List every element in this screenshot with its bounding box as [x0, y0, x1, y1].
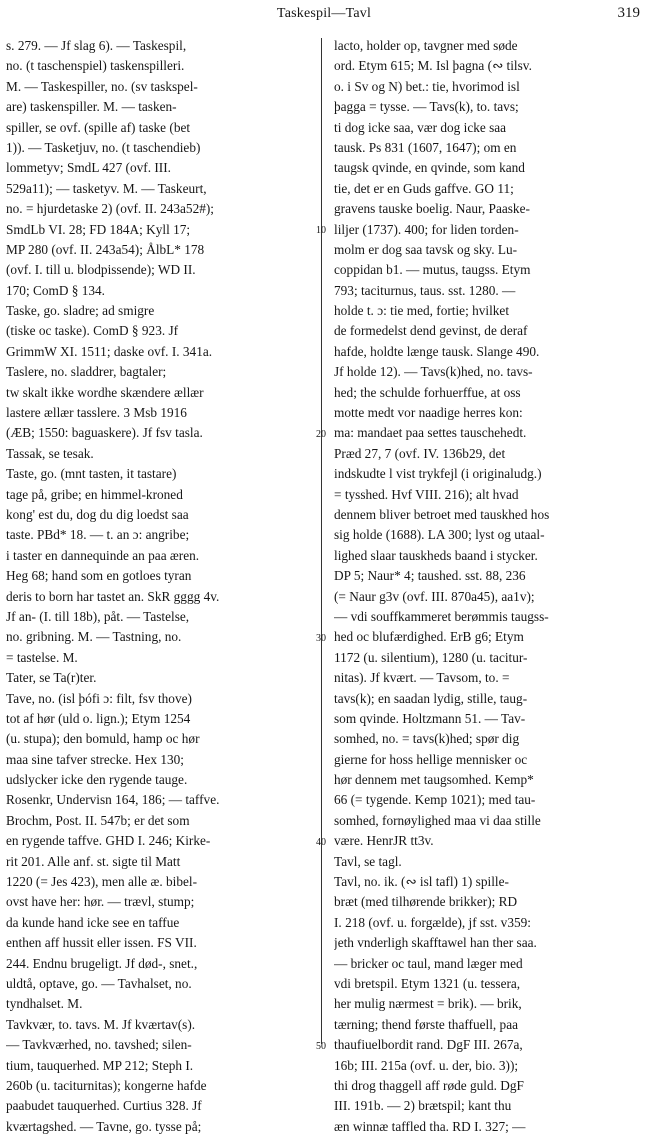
text-line: tærning; thend første thaffuell, paa	[334, 1016, 519, 1032]
text-line: Brochm, Post. II. 547b; er det som	[6, 812, 190, 828]
text-line: Tater, se Ta(r)ter.	[6, 670, 97, 686]
text-line: gravens tauske boelig. Naur, Paaske-	[334, 201, 530, 217]
text-line: tium, tauquerhed. MP 212; Steph I.	[6, 1057, 194, 1073]
text-line: en rygende taffve. GHD I. 246; Kirke-	[6, 833, 211, 849]
text-line: vdi bretspil. Etym 1321 (u. tessera,	[334, 975, 521, 991]
text-line: thi drog thaggell aff røde guld. DgF	[334, 1077, 524, 1093]
text-line: Præd 27, 7 (ovf. IV. 136b29, det	[334, 445, 506, 461]
text-line: Taske, go. sladre; ad smigre	[6, 303, 155, 319]
text-line: lacto, holder op, tavgner med søde	[334, 38, 518, 53]
text-line: 529a11); — tasketyv. M. — Taskeurt,	[6, 180, 207, 196]
text-line: (ÆB; 1550: baguaskere). Jf fsv tasla.	[6, 425, 203, 441]
text-line: (u. stupa); den bomuld, hamp oc hør	[6, 731, 200, 747]
text-line: hed; the schulde forhuerffue, at oss	[334, 384, 521, 400]
text-line: I. 218 (ovf. u. forgælde), jf sst. v359:	[334, 914, 531, 930]
text-line: hed oc blufærdighed. ErB g6; Etym	[334, 629, 524, 645]
text-line: spiller, se ovf. (spille af) taske (bet	[6, 119, 191, 135]
text-line: Jf an- (I. till 18b), påt. — Tastelse,	[6, 608, 190, 624]
text-line: være. HenrJR tt3v.	[334, 833, 434, 849]
text-line: dennem bliver betroet med tauskhed hos	[334, 506, 550, 522]
text-line: hør dennem met taugsomhed. Kemp*	[334, 772, 534, 788]
text-line: 1172 (u. silentium), 1280 (u. tacitur-	[334, 649, 528, 665]
page-header	[0, 0, 648, 34]
text-line: tot af hør (uld o. lign.); Etym 1254	[6, 710, 191, 726]
text-line: no. gribning. M. — Tastning, no.	[6, 629, 182, 645]
text-line: taugsk qvinde, en qvinde, som kand	[334, 160, 525, 176]
text-line: bræt (med tilhørende brikker); RD	[334, 894, 518, 910]
text-line: DP 5; Naur* 4; taushed. sst. 88, 236	[334, 568, 526, 584]
text-line: = tastelse. M.	[6, 649, 78, 665]
text-line: Tavl, no. ik. (∾ isl tafl) 1) spille-	[334, 874, 509, 890]
text-line: liljer (1737). 400; for liden torden-	[334, 221, 519, 237]
text-line: 1)). — Tasketjuv, no. (t taschendieb)	[6, 139, 201, 155]
text-line: M. — Taskespiller, no. (sv taskspel-	[6, 78, 198, 94]
text-line: SmdLb VI. 28; FD 184A; Kyll 17;	[6, 221, 191, 237]
text-line: de formedelst dend gevinst, de deraf	[334, 323, 528, 339]
text-line: Rosenkr, Undervisn 164, 186; — taffve.	[6, 792, 220, 808]
text-line: 16b; III. 215a (ovf. u. der, bio. 3));	[334, 1057, 519, 1073]
text-line: her mulig nærmest = brik). — brik,	[334, 996, 522, 1012]
text-line: i taster en dannequinde an paa æren.	[6, 547, 200, 563]
text-line: Taslere, no. sladdrer, bagtaler;	[6, 364, 167, 380]
text-line: maa sine tafver strecke. Hex 130;	[6, 751, 184, 767]
text-line: Tassak, se tesak.	[6, 445, 94, 461]
text-line: (ovf. I. till u. blodpissende); WD II.	[6, 262, 196, 278]
text-line: molm er dog saa tavsk og sky. Lu-	[334, 241, 518, 257]
text-line: tyndhalset. M.	[6, 996, 83, 1012]
text-line: sig holde (1688). LA 300; lyst og utaal-	[334, 527, 545, 543]
line-number: 20	[316, 428, 326, 440]
text-line: holde t. ɔ: tie med, fortie; hvilket	[334, 303, 510, 319]
right-column	[334, 36, 640, 1137]
text-line: udslycker icke den rygende tauge.	[6, 772, 188, 788]
text-line: 170; ComD § 134.	[6, 282, 105, 298]
text-line: rit 201. Alle anf. st. sigte til Matt	[6, 853, 181, 869]
text-line: æn winnæ taffled tha. RD I. 327; —	[334, 1118, 526, 1134]
text-line: Tavkvær, to. tavs. M. Jf kværtav(s).	[6, 1016, 196, 1032]
text-line: motte medt vor naadige herres kon:	[334, 405, 523, 421]
column-divider	[321, 38, 322, 1044]
text-line: tw skalt ikke wordhe skændere ællær	[6, 384, 204, 400]
text-line: — Tavkværhed, no. tavshed; silen-	[6, 1037, 192, 1053]
text-line: tavs(k); en saadan lydig, stille, taug-	[334, 690, 528, 706]
text-line: 244. Endnu brugeligt. Jf død-, snet.,	[6, 955, 198, 971]
line-number: 50	[316, 1040, 326, 1052]
text-line: ord. Etym 615; M. Isl þagna (∾ tilsv.	[334, 58, 532, 74]
text-line: somhed, fornøylighed maa vi daa stille	[334, 812, 541, 828]
text-line: somhed, no. = tavs(k)hed; spør dig	[334, 731, 520, 747]
text-line: lastere ællær tasslere. 3 Msb 1916	[6, 405, 187, 421]
text-line: MP 280 (ovf. II. 243a54); ÅlbL* 178	[6, 241, 205, 257]
text-line: thaufiuelbordit rand. DgF III. 267a,	[334, 1037, 523, 1053]
text-line: ovst have her: hør. — trævl, stump;	[6, 894, 195, 910]
text-line: s. 279. — Jf slag 6). — Taskespil,	[6, 38, 187, 53]
text-line: — bricker oc taul, mand læger med	[334, 955, 523, 971]
text-line: — vdi souffkammeret berømmis taugss-	[334, 608, 549, 624]
page-number: 319	[617, 5, 640, 21]
text-line: III. 191b. — 2) brætspil; kant thu	[334, 1098, 512, 1114]
text-line: lighed slaar tauskheds baand i stycker.	[334, 547, 538, 563]
running-head: Taskespil—Tavl	[276, 6, 372, 21]
text-line: 260b (u. taciturnitas); kongerne hafde	[6, 1077, 207, 1093]
text-line: Tavl, se tagl.	[334, 853, 402, 869]
text-line: som qvinde. Holtzmann 51. — Tav-	[334, 710, 526, 726]
line-number: 40	[316, 836, 326, 848]
text-line: coppidan b1. — mutus, taugss. Etym	[334, 262, 531, 278]
text-line: deris to born har tastet an. SkR gggg 4v.	[6, 588, 220, 604]
text-line: gierne for hoss hellige mennisker oc	[334, 751, 528, 767]
text-line: paabudet tauquerhed. Curtius 328. Jf	[6, 1098, 202, 1114]
text-line: indskudte l vist trykfejl (i originaludg.)	[334, 466, 542, 482]
text-line: (= Naur g3v (ovf. III. 870a45), aa1v);	[334, 588, 535, 604]
text-line: da kunde hand icke see en taffue	[6, 914, 180, 930]
text-line: kværtagshed. — Tavne, go. tysse på;	[6, 1118, 202, 1134]
text-line: ma: mandaet paa settes tauschehedt.	[334, 425, 527, 441]
text-line: kong' est du, dog du dig loedst saa	[6, 506, 189, 522]
text-line: 1220 (= Jes 423), men alle æ. bibel-	[6, 874, 198, 890]
text-line: tie, det er en Guds gaffve. GO 11;	[334, 180, 514, 196]
text-line: Heg 68; hand som en gotloes tyran	[6, 568, 192, 584]
text-line: GrimmW XI. 1511; daske ovf. I. 341a.	[6, 343, 213, 359]
text-line: no. = hjurdetaske 2) (ovf. II. 243a52#);	[6, 201, 215, 217]
text-line: Jf holde 12). — Tavs(k)hed, no. tavs-	[334, 364, 533, 380]
line-number: 10	[316, 224, 326, 236]
text-line: hafde, holdte længe tausk. Slange 490.	[334, 343, 540, 359]
text-line: Tave, no. (isl þófi ɔ: filt, fsv thove)	[6, 690, 192, 706]
text-line: enthen aff hussit eller issen. FS VII.	[6, 935, 197, 951]
text-line: (tiske oc taske). ComD § 923. Jf	[6, 323, 179, 339]
text-line: jeth vnderligh skafftawel han ther saa.	[334, 935, 537, 951]
text-line: nitas). Jf kvært. — Tavsom, to. =	[334, 670, 510, 686]
text-line: lommetyv; SmdL 427 (ovf. III.	[6, 160, 171, 176]
text-line: Taste, go. (mnt tasten, it tastare)	[6, 466, 177, 482]
text-line: no. (t taschenspiel) taskenspilleri.	[6, 58, 185, 74]
left-column	[6, 36, 310, 1137]
text-line: 66 (= tygende. Kemp 1021); med tau-	[334, 792, 536, 808]
text-line: tage på, gribe; en himmel-kroned	[6, 486, 183, 502]
text-line: taste. PBd* 18. — t. an ɔ: angribe;	[6, 527, 190, 543]
text-line: o. i Sv og N) bet.: tie, hvorimod isl	[334, 78, 520, 94]
text-line: ti dog icke saa, vær dog icke saa	[334, 119, 507, 135]
text-line: = tysshed. Hvf VIII. 216); alt hvad	[334, 486, 519, 502]
text-line: are) taskenspiller. M. — tasken-	[6, 99, 177, 115]
text-line: tausk. Ps 831 (1607, 1647); om en	[334, 139, 517, 155]
line-number: 30	[316, 632, 326, 644]
text-line: uldtå, optave, go. — Tavhalset, no.	[6, 975, 192, 991]
text-line: þagga = tysse. — Tavs(k), to. tavs;	[334, 99, 519, 115]
text-line: 793; taciturnus, taus. sst. 1280. —	[334, 282, 516, 298]
